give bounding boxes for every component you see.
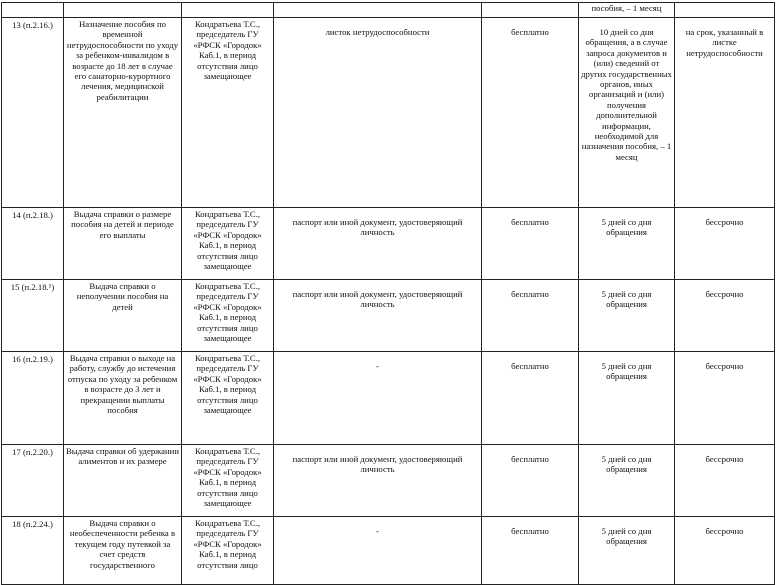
cell-fee: бесплатно xyxy=(482,517,579,585)
cell-number: 17 (п.2.20.) xyxy=(2,445,64,517)
cell-term: 5 дней со дня обращения xyxy=(579,352,675,445)
cell-documents: листок нетрудоспособности xyxy=(274,18,482,208)
cell-responsible: Кондратьева Т.С., председатель ГУ «РФСК «Городок» Каб.1, в период отсутствия лицо xyxy=(182,517,274,585)
cell-responsible: Кондратьева Т.С., председатель ГУ «РФСК «Городок» Каб.1, в период отсутствия лицо замещающее xyxy=(182,352,274,445)
cell-responsible: Кондратьева Т.С., председатель ГУ «РФСК «Городок» Каб.1, в период отсутствия лицо замещающее xyxy=(182,445,274,517)
table-row-continuation xyxy=(2,3,775,18)
cell-validity: бессрочно xyxy=(675,280,775,352)
cell-fee: бесплатно xyxy=(482,280,579,352)
cell-documents: паспорт или иной документ, удостоверяющий личность xyxy=(274,445,482,517)
table-row xyxy=(2,517,775,585)
cell-procedure-name xyxy=(64,3,182,18)
cell-number: 14 (п.2.18.) xyxy=(2,208,64,280)
cell-validity xyxy=(675,3,775,18)
table-row xyxy=(2,352,775,445)
cell-fee: бесплатно xyxy=(482,18,579,208)
cell-number: 18 (п.2.24.) xyxy=(2,517,64,585)
cell-documents: паспорт или иной документ, удостоверяющий личность xyxy=(274,280,482,352)
cell-documents xyxy=(274,3,482,18)
cell-validity: бессрочно xyxy=(675,208,775,280)
table-row xyxy=(2,208,775,280)
cell-number: 16 (п.2.19.) xyxy=(2,352,64,445)
cell-validity: на срок, указанный в листке нетрудоспособности xyxy=(675,18,775,208)
cell-responsible: Кондратьева Т.С., председатель ГУ «РФСК «Городок» Каб.1, в период отсутствия лицо замещающее xyxy=(182,280,274,352)
cell-term: пособия, – 1 месяц xyxy=(579,3,675,18)
cell-procedure-name: Выдача справки о выходе на работу, службу до истечения отпуска по уходу за ребенком в возрасте до 3 лет и прекращении выплаты пособия xyxy=(64,352,182,445)
cell-number: 13 (п.2.16.) xyxy=(2,18,64,208)
cell-term: 5 дней со дня обращения xyxy=(579,208,675,280)
cell-fee xyxy=(482,3,579,18)
cell-term: 5 дней со дня обращения xyxy=(579,517,675,585)
cell-fee: бесплатно xyxy=(482,445,579,517)
cell-validity: бессрочно xyxy=(675,445,775,517)
cell-documents: паспорт или иной документ, удостоверяющий личность xyxy=(274,208,482,280)
cell-procedure-name: Назначение пособия по временной нетрудоспособности по уходу за ребенком-инвалидом в возрасте до 18 лет в случае его санаторно-курортного лечения, медицинской реабилитации xyxy=(64,18,182,208)
cell-number: 15 (п.2.18.¹) xyxy=(2,280,64,352)
cell-fee: бесплатно xyxy=(482,352,579,445)
cell-term: 5 дней со дня обращения xyxy=(579,280,675,352)
cell-responsible: Кондратьева Т.С., председатель ГУ «РФСК «Городок» Каб.1, в период отсутствия лицо замещающее xyxy=(182,208,274,280)
table-row xyxy=(2,280,775,352)
cell-procedure-name: Выдача справки об удержании алиментов и их размере xyxy=(64,445,182,517)
table-row xyxy=(2,18,775,208)
table-row xyxy=(2,445,775,517)
cell-responsible: Кондратьева Т.С., председатель ГУ «РФСК «Городок» Каб.1, в период отсутствия лицо замещающее xyxy=(182,18,274,208)
cell-documents: - xyxy=(274,352,482,445)
services-table xyxy=(1,2,775,585)
cell-number xyxy=(2,3,64,18)
cell-procedure-name: Выдача справки о неполучении пособия на детей xyxy=(64,280,182,352)
cell-responsible xyxy=(182,3,274,18)
cell-documents: - xyxy=(274,517,482,585)
cell-validity: бессрочно xyxy=(675,352,775,445)
cell-term: 5 дней со дня обращения xyxy=(579,445,675,517)
cell-procedure-name: Выдача справки о необеспеченности ребенка в текущем году путевкой за счет средств государственного xyxy=(64,517,182,585)
cell-term: 10 дней со дня обращения, а в случае запроса документов и (или) сведений от других государственных органов, иных организаций и (или) получения дополнительной информации, необходимой для назначения пособия, – 1 месяц xyxy=(579,18,675,208)
cell-validity: бессрочно xyxy=(675,517,775,585)
cell-procedure-name: Выдача справки о размере пособия на детей и периоде его выплаты xyxy=(64,208,182,280)
cell-fee: бесплатно xyxy=(482,208,579,280)
